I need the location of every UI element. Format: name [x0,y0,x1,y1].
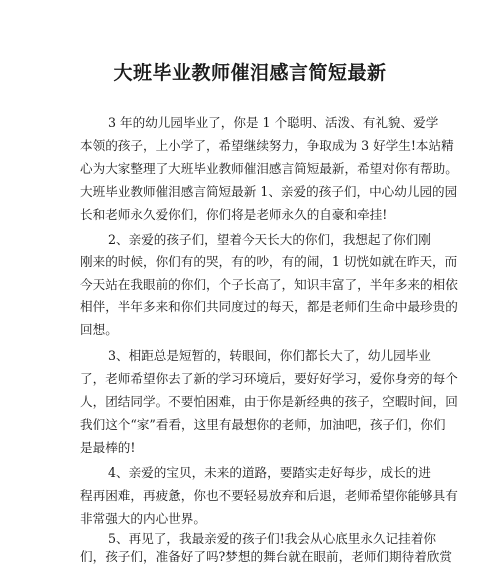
paragraph-1-line-3: 心为大家整理了大班毕业教师催泪感言简短最新，希望对你有帮助。 [80,161,458,176]
paragraph-3-line-2: 了，老师希望你去了新的学习环境后，要好好学习，爱你身旁的每个 [80,371,458,386]
paragraph-3-line-3: 人，团结同学。不要怕困难，由于你是新经典的孩子，空暇时间，回 [80,394,458,409]
paragraph-5-line-1: 5、再见了，我最亲爱的孩子们!我会从心底里永久记挂着你 [108,531,436,546]
paragraph-3-line-1: 3、相距总是短暂的，转眼间，你们都长大了，幼儿园毕业 [108,348,431,363]
paragraph-5-line-2: 们，孩子们，准备好了吗?梦想的舞台就在眼前，老师们期待着欣赏 [80,549,452,564]
paragraph-3-line-5: 是最棒的! [80,440,136,455]
paragraph-1-line-1: 3 年的幼儿园毕业了，你是 1 个聪明、活泼、有礼貌、爱学 [108,115,439,130]
paragraph-1-line-2: 本领的孩子，上小学了，希望继续努力，争取成为 3 好学生!本站精 [80,138,454,153]
paragraph-2-line-1: 2、亲爱的孩子们，望着今天长大的你们，我想起了你们刚 [108,232,431,247]
paragraph-1-line-5: 长和老师永久爱你们，你们将是老师永久的自豪和牵挂! [80,207,388,222]
paragraph-2-line-3: 今天站在我眼前的你们，个子长高了，知识丰富了，半年多来的相依 [80,277,458,292]
paragraph-4-line-3: 非常强大的内心世界。 [80,511,206,526]
paragraph-4-line-2: 程再困难，再疲惫，你也不要轻易放弃和后退，老师希望你能够具有 [80,488,458,503]
paragraph-2-line-2: 刚来的时候，你们有的哭，有的吵，有的闹，1 切恍如就在昨天，而 [80,254,458,269]
paragraph-1-line-4: 大班毕业教师催泪感言简短最新 1、亲爱的孩子们，中心幼儿园的园 [80,184,458,199]
paragraph-2-line-4: 相伴，半年多来和你们共同度过的每天，都是老师们生命中最珍贵的 [80,299,458,314]
paragraph-3-line-4: 我们这个“家”看看，这里有最想你的老师，加油吧，孩子们，你们 [80,417,446,432]
paragraph-2-line-5: 回想。 [80,322,118,337]
document-title: 大班毕业教师催泪感言简短最新 [113,62,387,84]
paragraph-4-line-1: 4、亲爱的宝贝，未来的道路，要踏实走好每步，成长的进 [108,465,431,480]
